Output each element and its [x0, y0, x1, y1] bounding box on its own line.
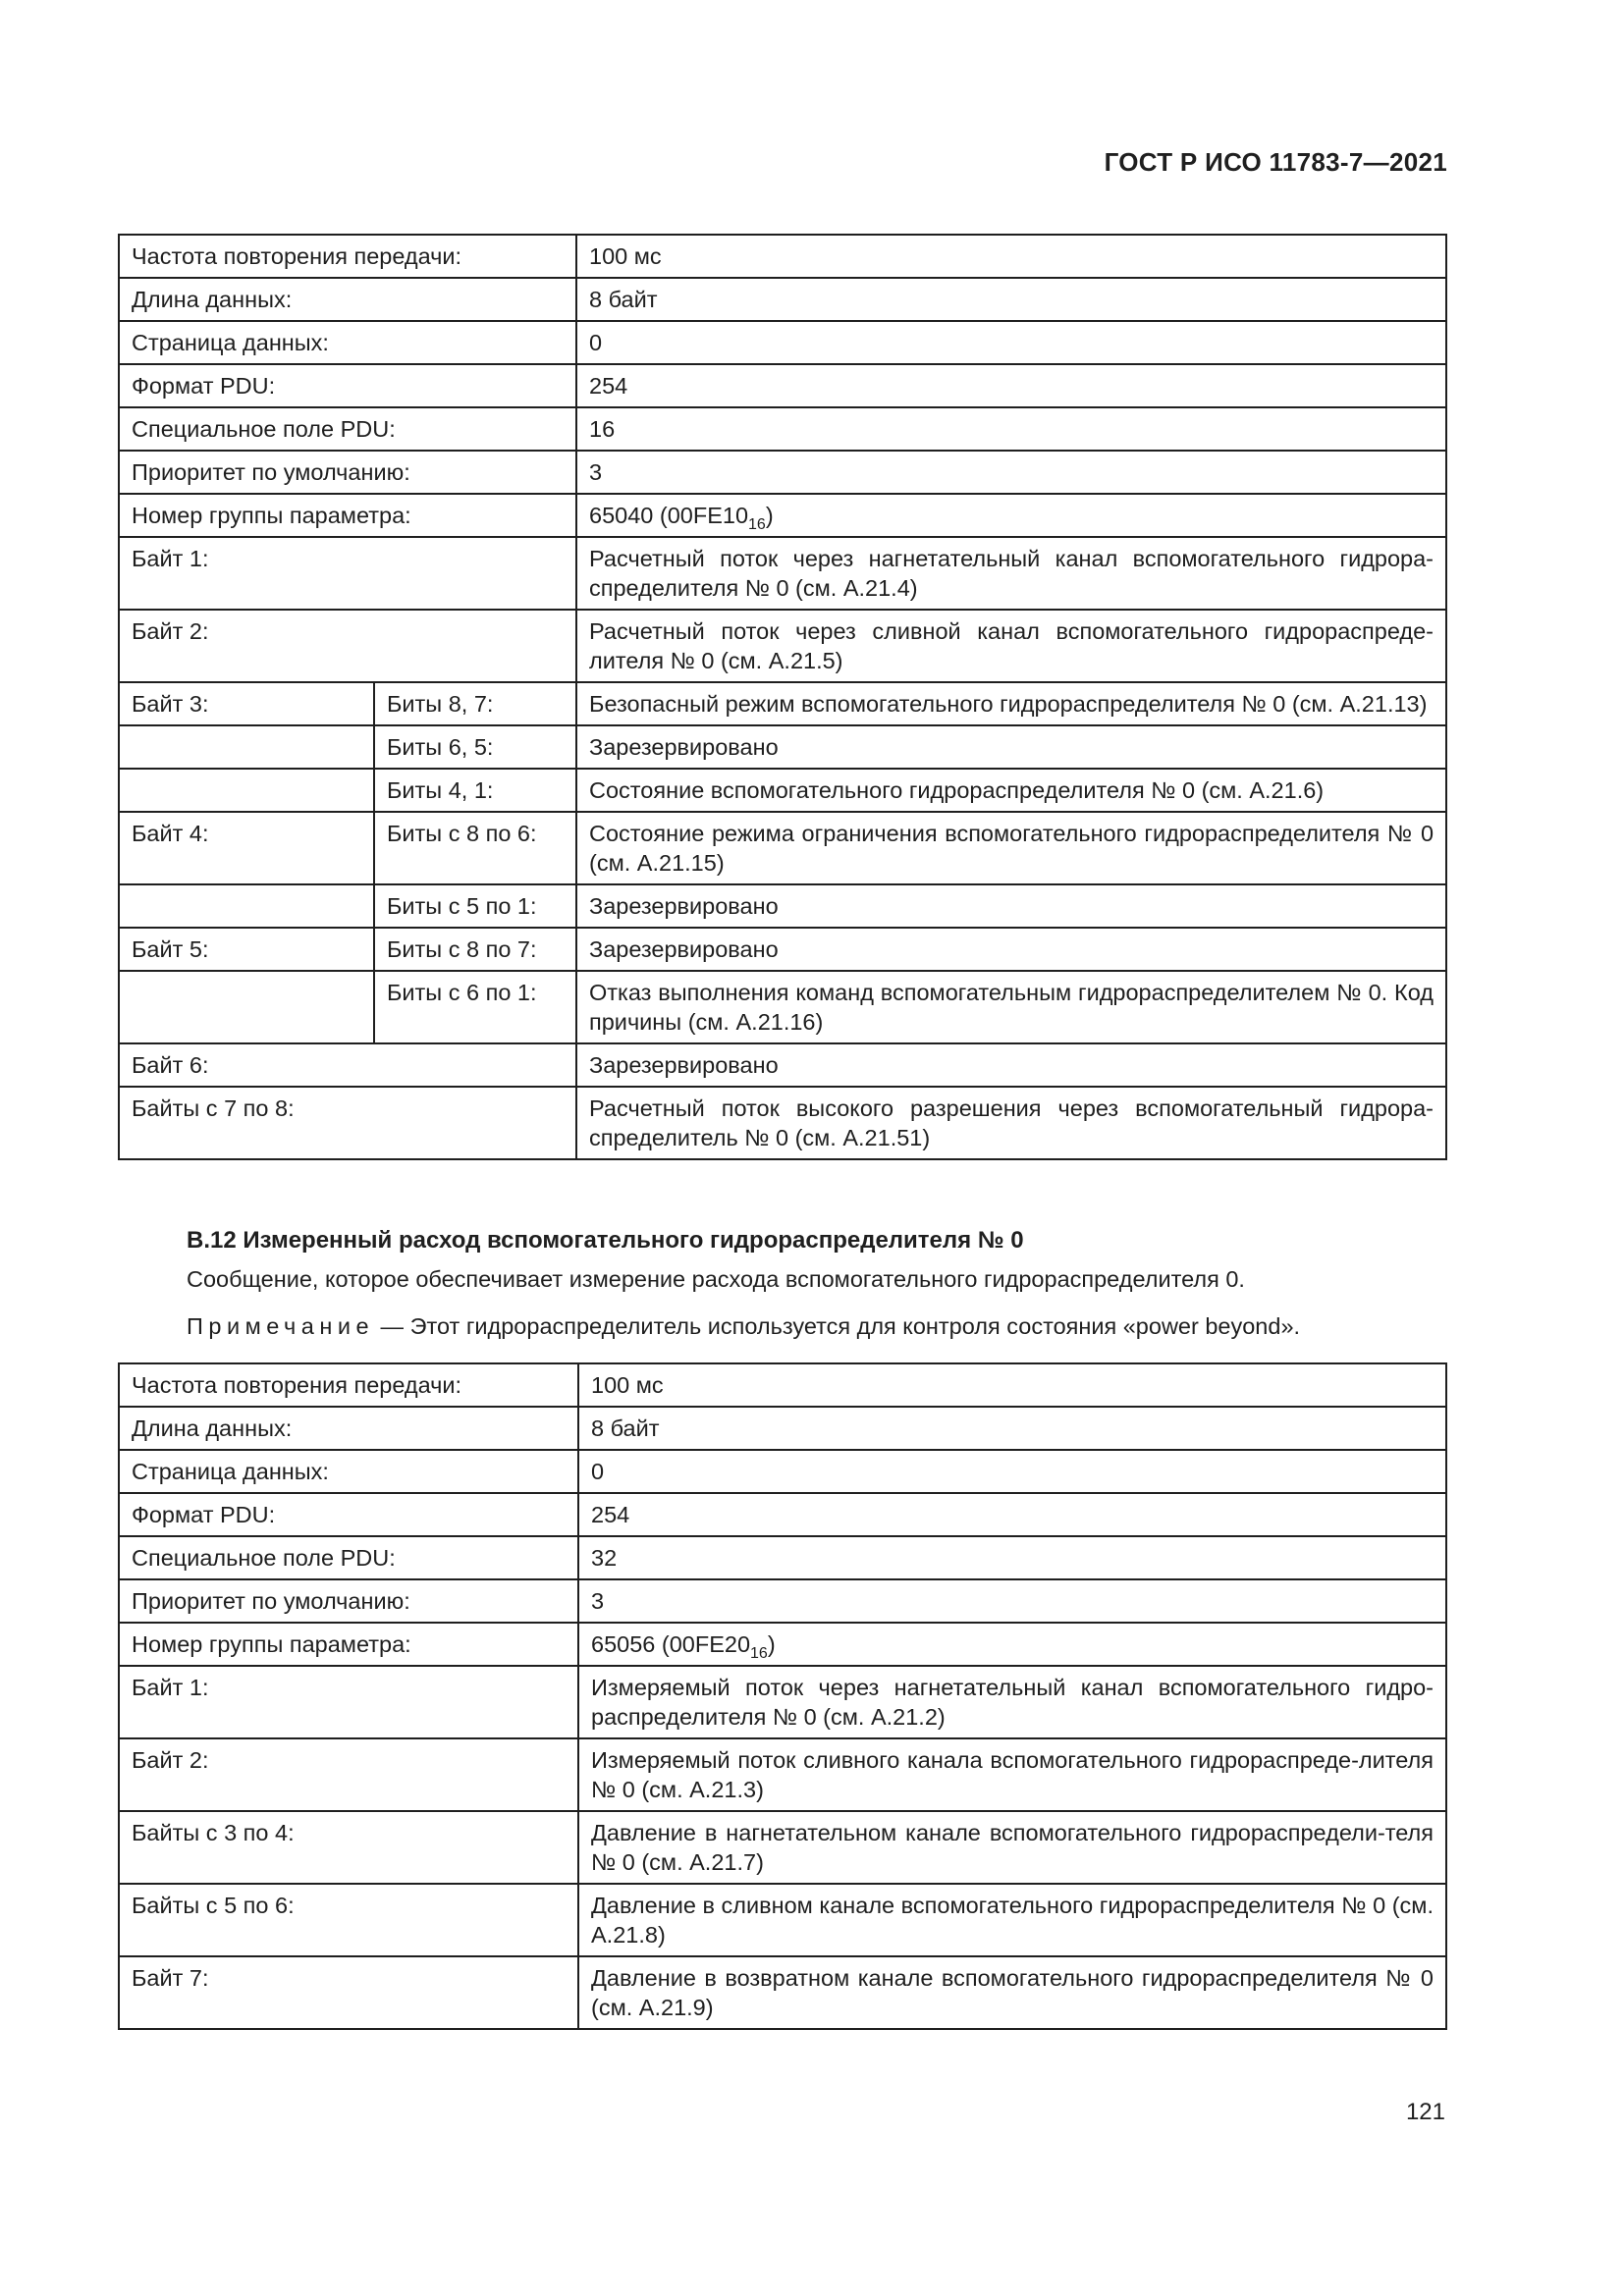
table-row [119, 364, 1446, 407]
row-value [576, 494, 1446, 537]
row-value: Расчетный поток через сливной канал вспомогательного гидрораспреде-лителя № 0 (см. A.21.5) [576, 610, 1446, 682]
row-value: 3 [578, 1579, 1446, 1623]
bits-label: Биты с 5 по 1: [374, 884, 576, 928]
row-value: Зарезервировано [576, 725, 1446, 769]
byte-label: Байт 5: [119, 928, 374, 971]
table-row [119, 884, 1446, 928]
section-heading: B.12 Измеренный расход вспомогательного гидрораспределителя № 0 [187, 1227, 1024, 1254]
row-label: Байт 2: [119, 610, 576, 682]
table-row [119, 494, 1446, 537]
table-row [119, 928, 1446, 971]
table-row [119, 235, 1446, 278]
row-label: Приоритет по умолчанию: [119, 1579, 578, 1623]
table-row [119, 321, 1446, 364]
row-value: Расчетный поток через нагнетательный канал вспомогательного гидрора-спределителя № 0 (см. A.21.4) [576, 537, 1446, 610]
row-value: Состояние режима ограничения вспомогательного гидрораспределителя № 0 (см. A.21.15) [576, 812, 1446, 884]
row-value: 8 байт [578, 1407, 1446, 1450]
row-value: 32 [578, 1536, 1446, 1579]
row-label: Байты с 3 по 4: [119, 1811, 578, 1884]
row-value: Давление в сливном канале вспомогательного гидрораспределителя № 0 (см. A.21.8) [578, 1884, 1446, 1956]
row-label: Байты с 5 по 6: [119, 1884, 578, 1956]
pgn-tail: ) [765, 503, 774, 528]
parameter-table-b12 [118, 1362, 1447, 2030]
table-row [119, 812, 1446, 884]
table-row [119, 278, 1446, 321]
row-value: 100 мс [576, 235, 1446, 278]
table-row [119, 1450, 1446, 1493]
table-row [119, 971, 1446, 1043]
row-label: Номер группы параметра: [119, 494, 576, 537]
row-value: 100 мс [578, 1363, 1446, 1407]
row-value: Измеряемый поток через нагнетательный канал вспомогательного гидро-распределителя № 0 (см. A.21.2) [578, 1666, 1446, 1738]
row-label: Длина данных: [119, 278, 576, 321]
row-value: Отказ выполнения команд вспомогательным гидрораспределителем № 0. Код причины (см. A.21.16) [576, 971, 1446, 1043]
row-label: Байт 6: [119, 1043, 576, 1087]
row-value: Состояние вспомогательного гидрораспределителя № 0 (см. A.21.6) [576, 769, 1446, 812]
row-label: Приоритет по умолчанию: [119, 451, 576, 494]
row-value: Безопасный режим вспомогательного гидрораспределителя № 0 (см. A.21.13) [576, 682, 1446, 725]
row-value: 0 [576, 321, 1446, 364]
row-label: Специальное поле PDU: [119, 407, 576, 451]
table-row [119, 1536, 1446, 1579]
table-row [119, 1407, 1446, 1450]
table-row [119, 537, 1446, 610]
note-text: — Этот гидрораспределитель используется для контроля состояния «power beyond». [374, 1313, 1301, 1339]
row-label: Байты с 7 по 8: [119, 1087, 576, 1159]
table-row [119, 769, 1446, 812]
byte-label [119, 971, 374, 1043]
row-value: Давление в нагнетательном канале вспомогательного гидрораспредели-теля № 0 (см. A.21.7) [578, 1811, 1446, 1884]
row-value: Зарезервировано [576, 928, 1446, 971]
byte-label [119, 769, 374, 812]
row-value: 16 [576, 407, 1446, 451]
row-label: Байт 2: [119, 1738, 578, 1811]
row-label: Длина данных: [119, 1407, 578, 1450]
bits-label: Биты с 6 по 1: [374, 971, 576, 1043]
table-row [119, 1811, 1446, 1884]
bits-label: Биты с 8 по 6: [374, 812, 576, 884]
row-value: 254 [578, 1493, 1446, 1536]
row-value: Зарезервировано [576, 884, 1446, 928]
bits-label: Биты 6, 5: [374, 725, 576, 769]
byte-label [119, 725, 374, 769]
pgn-tail: ) [767, 1631, 776, 1657]
table-row [119, 1884, 1446, 1956]
note-label: Примечание [187, 1313, 375, 1339]
row-value: Давление в возвратном канале вспомогательного гидрораспределителя № 0 (см. A.21.9) [578, 1956, 1446, 2029]
byte-label: Байт 4: [119, 812, 374, 884]
row-label: Частота повторения передачи: [119, 1363, 578, 1407]
row-label: Байт 1: [119, 537, 576, 610]
note-paragraph [187, 1313, 1300, 1340]
table-row [119, 1623, 1446, 1666]
row-value: 3 [576, 451, 1446, 494]
pgn-value: 65040 (00FE10 [589, 503, 749, 528]
table-row [119, 1666, 1446, 1738]
pgn-value: 65056 (00FE20 [591, 1631, 751, 1657]
row-label: Страница данных: [119, 321, 576, 364]
row-label: Частота повторения передачи: [119, 235, 576, 278]
document-header: ГОСТ Р ИСО 11783-7—2021 [1104, 147, 1447, 177]
row-value: Зарезервировано [576, 1043, 1446, 1087]
table-row [119, 682, 1446, 725]
table-row [119, 451, 1446, 494]
row-value: 254 [576, 364, 1446, 407]
row-label: Байт 7: [119, 1956, 578, 2029]
table-row [119, 407, 1446, 451]
section-description: Сообщение, которое обеспечивает измерение расхода вспомогательного гидрораспределителя 0. [187, 1266, 1245, 1292]
table-row [119, 1738, 1446, 1811]
bits-label: Биты с 8 по 7: [374, 928, 576, 971]
row-label: Формат PDU: [119, 1493, 578, 1536]
row-value [578, 1623, 1446, 1666]
pgn-subscript: 16 [748, 516, 766, 533]
row-value: 8 байт [576, 278, 1446, 321]
row-label: Специальное поле PDU: [119, 1536, 578, 1579]
row-label: Байт 1: [119, 1666, 578, 1738]
parameter-table-b11 [118, 234, 1447, 1160]
row-value: 0 [578, 1450, 1446, 1493]
bits-label: Биты 8, 7: [374, 682, 576, 725]
row-label: Формат PDU: [119, 364, 576, 407]
byte-label: Байт 3: [119, 682, 374, 725]
table-row [119, 1956, 1446, 2029]
row-label: Номер группы параметра: [119, 1623, 578, 1666]
table-row [119, 1087, 1446, 1159]
row-value: Измеряемый поток сливного канала вспомогательного гидрораспреде-лителя № 0 (см. A.21.3) [578, 1738, 1446, 1811]
table-row [119, 1363, 1446, 1407]
table-row [119, 725, 1446, 769]
byte-label [119, 884, 374, 928]
row-value: Расчетный поток высокого разрешения через вспомогательный гидрора-спределитель № 0 (см. A.21.51) [576, 1087, 1446, 1159]
bits-label: Биты 4, 1: [374, 769, 576, 812]
table-row [119, 1579, 1446, 1623]
table-row [119, 1043, 1446, 1087]
row-label: Страница данных: [119, 1450, 578, 1493]
pgn-subscript: 16 [750, 1645, 768, 1662]
page-number: 121 [1405, 2099, 1445, 2125]
table-row [119, 610, 1446, 682]
table-row [119, 1493, 1446, 1536]
